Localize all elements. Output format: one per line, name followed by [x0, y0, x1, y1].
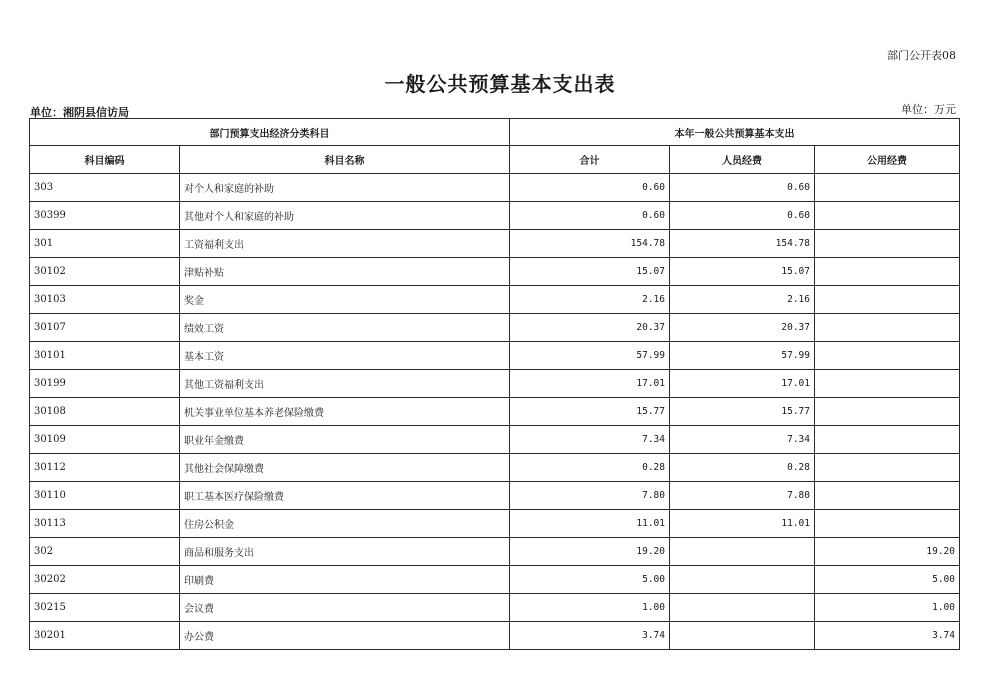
row-name-cell: 对个人和家庭的补助 — [180, 174, 510, 202]
header-code: 科目编码 — [30, 146, 180, 174]
row-name-cell: 职工基本医疗保险缴费 — [180, 482, 510, 510]
row-code-cell: 30202 — [30, 566, 180, 594]
row-personnel-cell: 0.28 — [670, 454, 815, 482]
row-code-cell: 30112 — [30, 454, 180, 482]
row-public-cell — [815, 482, 960, 510]
row-total-cell: 57.99 — [510, 342, 670, 370]
table-row — [30, 230, 960, 258]
row-personnel-cell — [670, 538, 815, 566]
row-name-cell: 住房公积金 — [180, 510, 510, 538]
row-code-cell: 30113 — [30, 510, 180, 538]
row-public-cell: 19.20 — [815, 538, 960, 566]
row-total-cell: 0.60 — [510, 202, 670, 230]
table-row — [30, 202, 960, 230]
row-total-cell: 2.16 — [510, 286, 670, 314]
budget-table-body — [30, 119, 960, 650]
header-group-basic-expenditure: 本年一般公共预算基本支出 — [510, 119, 960, 146]
row-public-cell — [815, 510, 960, 538]
row-public-cell — [815, 230, 960, 258]
row-name-cell: 绩效工资 — [180, 314, 510, 342]
row-code-cell: 30110 — [30, 482, 180, 510]
table-row — [30, 622, 960, 650]
row-personnel-cell — [670, 594, 815, 622]
page-title: 一般公共预算基本支出表 — [384, 72, 616, 96]
row-public-cell — [815, 258, 960, 286]
row-name-cell: 工资福利支出 — [180, 230, 510, 258]
row-total-cell: 0.28 — [510, 454, 670, 482]
row-code-cell: 30101 — [30, 342, 180, 370]
row-personnel-cell: 7.80 — [670, 482, 815, 510]
budget-table — [29, 118, 960, 650]
row-name-cell: 其他对个人和家庭的补助 — [180, 202, 510, 230]
unit-organization: 单位：湘阴县信访局 — [30, 106, 129, 119]
table-row — [30, 174, 960, 202]
header-personnel: 人员经费 — [670, 146, 815, 174]
row-personnel-cell: 7.34 — [670, 426, 815, 454]
row-name-cell: 会议费 — [180, 594, 510, 622]
table-row — [30, 566, 960, 594]
table-row — [30, 370, 960, 398]
row-name-cell: 办公费 — [180, 622, 510, 650]
row-name-cell: 其他社会保障缴费 — [180, 454, 510, 482]
row-personnel-cell — [670, 566, 815, 594]
row-personnel-cell: 11.01 — [670, 510, 815, 538]
row-personnel-cell: 15.07 — [670, 258, 815, 286]
row-name-cell: 机关事业单位基本养老保险缴费 — [180, 398, 510, 426]
row-name-cell: 职业年金缴费 — [180, 426, 510, 454]
row-personnel-cell: 15.77 — [670, 398, 815, 426]
header-total: 合计 — [510, 146, 670, 174]
row-total-cell: 15.77 — [510, 398, 670, 426]
row-personnel-cell: 57.99 — [670, 342, 815, 370]
row-name-cell: 商品和服务支出 — [180, 538, 510, 566]
row-code-cell: 303 — [30, 174, 180, 202]
row-public-cell — [815, 370, 960, 398]
row-public-cell — [815, 314, 960, 342]
header-name: 科目名称 — [180, 146, 510, 174]
header-row-group — [30, 119, 960, 146]
row-public-cell — [815, 398, 960, 426]
table-row — [30, 342, 960, 370]
row-personnel-cell: 154.78 — [670, 230, 815, 258]
row-public-cell — [815, 286, 960, 314]
row-personnel-cell: 20.37 — [670, 314, 815, 342]
row-total-cell: 0.60 — [510, 174, 670, 202]
unit-currency: 单位：万元 — [901, 103, 956, 116]
table-row — [30, 398, 960, 426]
row-total-cell: 7.80 — [510, 482, 670, 510]
row-code-cell: 30399 — [30, 202, 180, 230]
row-public-cell: 1.00 — [815, 594, 960, 622]
table-row — [30, 258, 960, 286]
row-total-cell: 15.07 — [510, 258, 670, 286]
row-total-cell: 3.74 — [510, 622, 670, 650]
row-personnel-cell — [670, 622, 815, 650]
table-row — [30, 426, 960, 454]
table-row — [30, 510, 960, 538]
row-code-cell: 30107 — [30, 314, 180, 342]
row-personnel-cell: 0.60 — [670, 174, 815, 202]
row-code-cell: 30199 — [30, 370, 180, 398]
row-total-cell: 1.00 — [510, 594, 670, 622]
row-total-cell: 19.20 — [510, 538, 670, 566]
row-name-cell: 其他工资福利支出 — [180, 370, 510, 398]
table-row — [30, 538, 960, 566]
row-public-cell — [815, 454, 960, 482]
row-total-cell: 5.00 — [510, 566, 670, 594]
header-group-economic-classification: 部门预算支出经济分类科目 — [30, 119, 510, 146]
row-total-cell: 11.01 — [510, 510, 670, 538]
table-row — [30, 594, 960, 622]
row-name-cell: 基本工资 — [180, 342, 510, 370]
form-number: 部门公开表08 — [887, 49, 956, 62]
row-code-cell: 30109 — [30, 426, 180, 454]
row-personnel-cell: 17.01 — [670, 370, 815, 398]
row-code-cell: 30215 — [30, 594, 180, 622]
row-personnel-cell: 2.16 — [670, 286, 815, 314]
table-row — [30, 454, 960, 482]
row-code-cell: 30201 — [30, 622, 180, 650]
row-total-cell: 17.01 — [510, 370, 670, 398]
header-public: 公用经费 — [815, 146, 960, 174]
row-name-cell: 津贴补贴 — [180, 258, 510, 286]
row-public-cell: 3.74 — [815, 622, 960, 650]
row-public-cell — [815, 426, 960, 454]
row-total-cell: 7.34 — [510, 426, 670, 454]
row-name-cell: 印刷费 — [180, 566, 510, 594]
row-code-cell: 302 — [30, 538, 180, 566]
table-row — [30, 286, 960, 314]
table-row — [30, 314, 960, 342]
row-code-cell: 30102 — [30, 258, 180, 286]
table-row — [30, 482, 960, 510]
row-total-cell: 20.37 — [510, 314, 670, 342]
row-personnel-cell: 0.60 — [670, 202, 815, 230]
header-row-columns — [30, 146, 960, 174]
row-total-cell: 154.78 — [510, 230, 670, 258]
row-public-cell — [815, 174, 960, 202]
row-code-cell: 30108 — [30, 398, 180, 426]
row-public-cell — [815, 342, 960, 370]
row-code-cell: 301 — [30, 230, 180, 258]
row-code-cell: 30103 — [30, 286, 180, 314]
row-public-cell: 5.00 — [815, 566, 960, 594]
row-name-cell: 奖金 — [180, 286, 510, 314]
row-public-cell — [815, 202, 960, 230]
